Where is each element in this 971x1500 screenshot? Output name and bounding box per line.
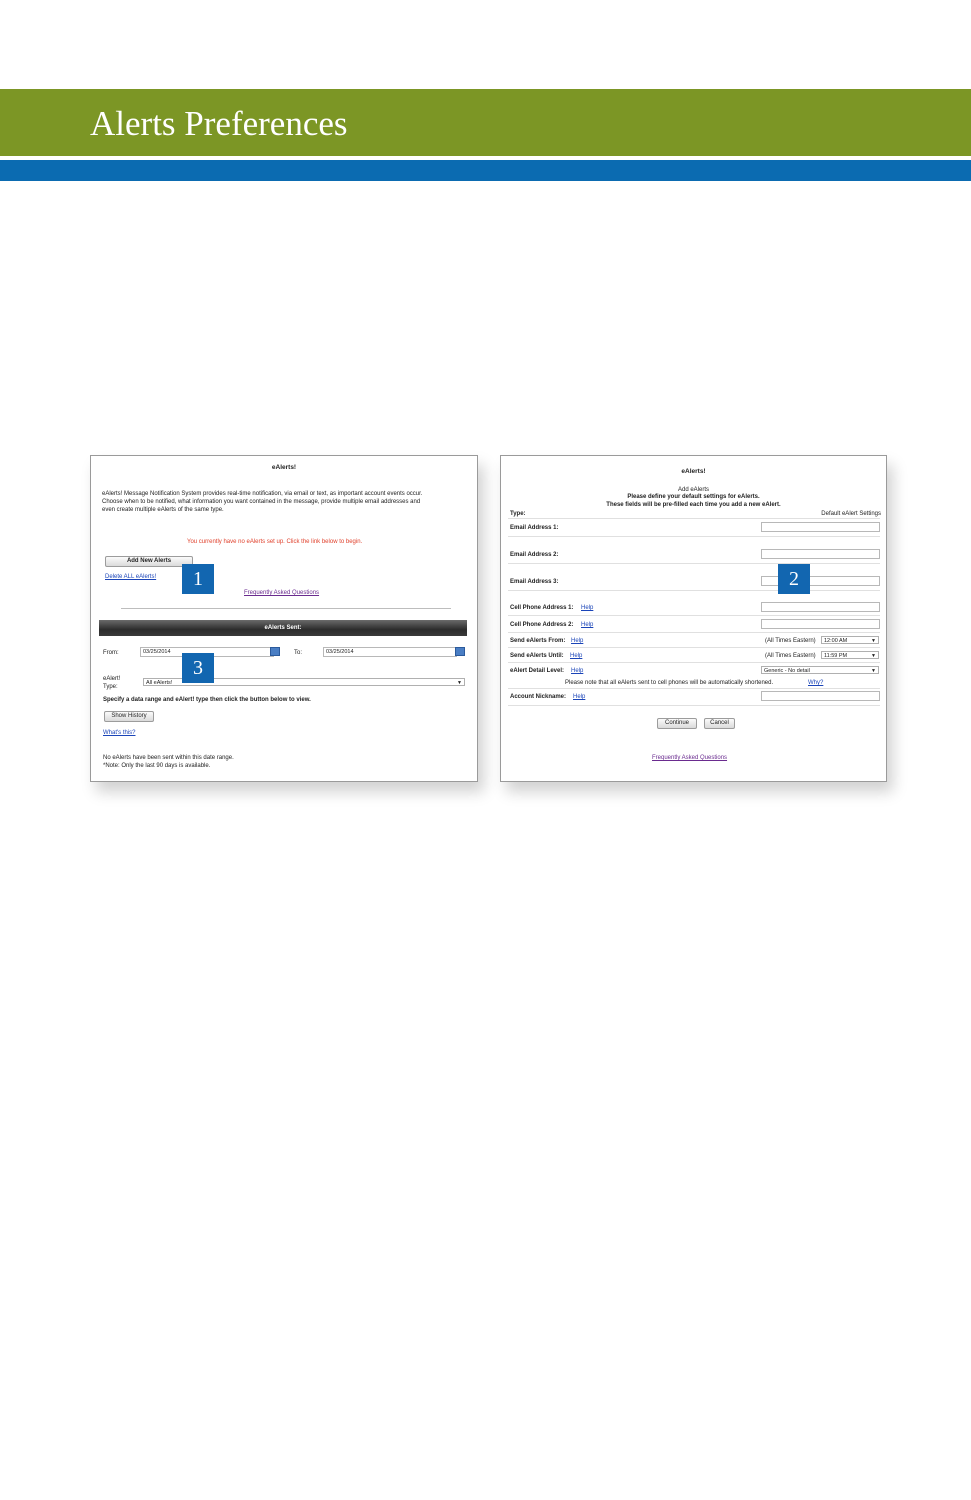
chevron-down-icon: ▼ xyxy=(871,638,876,644)
chevron-down-icon: ▼ xyxy=(871,653,876,659)
chevron-down-icon: ▼ xyxy=(871,668,876,674)
type-label-line1: eAlert! xyxy=(103,676,121,682)
row-divider xyxy=(508,647,880,648)
default-settings-label: Default eAlert Settings xyxy=(821,511,881,517)
intro-text-line1: eAlerts! Message Notification System provides real-time notification, via email or text, as important account events occur. xyxy=(102,491,423,497)
cell2-help-link[interactable]: Help xyxy=(581,622,594,628)
row-divider xyxy=(508,705,880,706)
nickname-input[interactable] xyxy=(761,691,880,701)
from-date-input[interactable]: 03/25/2014 xyxy=(140,647,274,657)
email1-input[interactable] xyxy=(761,522,880,532)
row-divider xyxy=(508,688,880,689)
show-history-button[interactable]: Show History xyxy=(104,711,154,722)
add-alerts-subtitle: Add eAlerts xyxy=(677,487,710,493)
send-from-help-link[interactable]: Help xyxy=(571,638,584,644)
type-label: Type: xyxy=(510,511,526,517)
delete-all-alerts-link[interactable]: Delete ALL eAlerts! xyxy=(105,574,157,580)
ealerts-settings-screenshot xyxy=(500,455,887,782)
from-calendar-icon[interactable] xyxy=(270,647,280,656)
detail-level-select[interactable] xyxy=(761,666,879,674)
no-alerts-notice: You currently have no eAlerts set up. Click the link below to begin. xyxy=(187,539,363,545)
callout-3: 3 xyxy=(182,653,214,683)
cell1-input[interactable] xyxy=(761,602,880,612)
from-label: From: xyxy=(103,650,119,656)
detail-level-value: Generic - No detail xyxy=(764,668,810,674)
why-link[interactable]: Why? xyxy=(808,680,824,686)
send-until-help-link[interactable]: Help xyxy=(570,653,583,659)
row-divider xyxy=(508,590,880,591)
callout-1: 1 xyxy=(182,564,214,594)
no-alerts-sent-text: No eAlerts have been sent within this date range. xyxy=(103,755,234,761)
alert-type-value: All eAlerts! xyxy=(146,680,173,686)
accent-bar xyxy=(0,160,971,181)
row-divider xyxy=(508,563,880,564)
add-new-alerts-button[interactable]: Add New Alerts xyxy=(105,556,193,567)
send-from-select[interactable] xyxy=(821,636,879,644)
to-date-input[interactable]: 03/25/2014 xyxy=(323,647,457,657)
email2-input[interactable] xyxy=(761,549,880,559)
page-title: Alerts Preferences xyxy=(90,104,348,143)
row-divider xyxy=(508,536,880,537)
nickname-label: Account Nickname: xyxy=(510,694,567,700)
detail-level-label: eAlert Detail Level: xyxy=(510,668,565,674)
email2-label: Email Address 2: xyxy=(510,552,559,558)
nickname-help-link[interactable]: Help xyxy=(573,694,586,700)
screen2-title: eAlerts! xyxy=(681,468,706,475)
to-label: To: xyxy=(294,650,303,656)
row-divider xyxy=(508,518,880,519)
cell2-input[interactable] xyxy=(761,619,880,629)
cancel-button[interactable]: Cancel xyxy=(704,718,735,729)
defaults-subtitle: Please define your default settings for eAlerts. xyxy=(627,494,760,500)
instruction-text: Specify a data range and eAlert! type then click the button below to view. xyxy=(103,697,311,703)
intro-text-line2: Choose when to be notified, what information you want contained in the message, provide multiple email addresses and xyxy=(102,499,421,505)
send-until-value: 11:59 PM xyxy=(824,653,848,659)
email3-label: Email Address 3: xyxy=(510,579,559,585)
to-calendar-icon[interactable] xyxy=(455,647,465,656)
cell1-help-link[interactable]: Help xyxy=(581,605,594,611)
alerts-sent-header: eAlerts Sent: xyxy=(99,620,467,636)
cell1-label: Cell Phone Address 1: xyxy=(510,605,574,611)
prefill-subtitle: These fields will be pre-filled each time you add a new eAlert. xyxy=(606,502,781,508)
send-until-select[interactable] xyxy=(821,651,879,659)
cell2-label: Cell Phone Address 2: xyxy=(510,622,574,628)
history-note: *Note: Only the last 90 days is available. xyxy=(103,763,211,769)
send-until-timezone: (All Times Eastern) xyxy=(765,653,816,659)
row-divider xyxy=(508,615,880,616)
detail-level-help-link[interactable]: Help xyxy=(571,668,584,674)
faq-link[interactable]: Frequently Asked Questions xyxy=(244,590,320,596)
whats-this-link[interactable]: What's this? xyxy=(103,730,136,736)
continue-button[interactable]: Continue xyxy=(657,718,697,729)
divider xyxy=(121,608,451,609)
screen1-title: eAlerts! xyxy=(271,464,297,471)
email1-label: Email Address 1: xyxy=(510,525,559,531)
send-from-value: 12:00 AM xyxy=(824,638,848,644)
chevron-down-icon: ▼ xyxy=(457,680,462,686)
type-label-line2: Type: xyxy=(103,684,118,690)
row-divider xyxy=(508,632,880,633)
cell-shortening-note: Please note that all eAlerts sent to cell phones will be automatically shortened. xyxy=(565,680,774,686)
send-until-label: Send eAlerts Until: xyxy=(510,653,564,659)
intro-text-line3: even create multiple eAlerts of the same type. xyxy=(102,507,224,513)
send-from-timezone: (All Times Eastern) xyxy=(765,638,816,644)
ealerts-overview-screenshot xyxy=(90,455,478,782)
send-from-label: Send eAlerts From: xyxy=(510,638,566,644)
row-divider xyxy=(508,662,880,663)
callout-2: 2 xyxy=(778,564,810,594)
faq-link[interactable]: Frequently Asked Questions xyxy=(652,755,728,761)
